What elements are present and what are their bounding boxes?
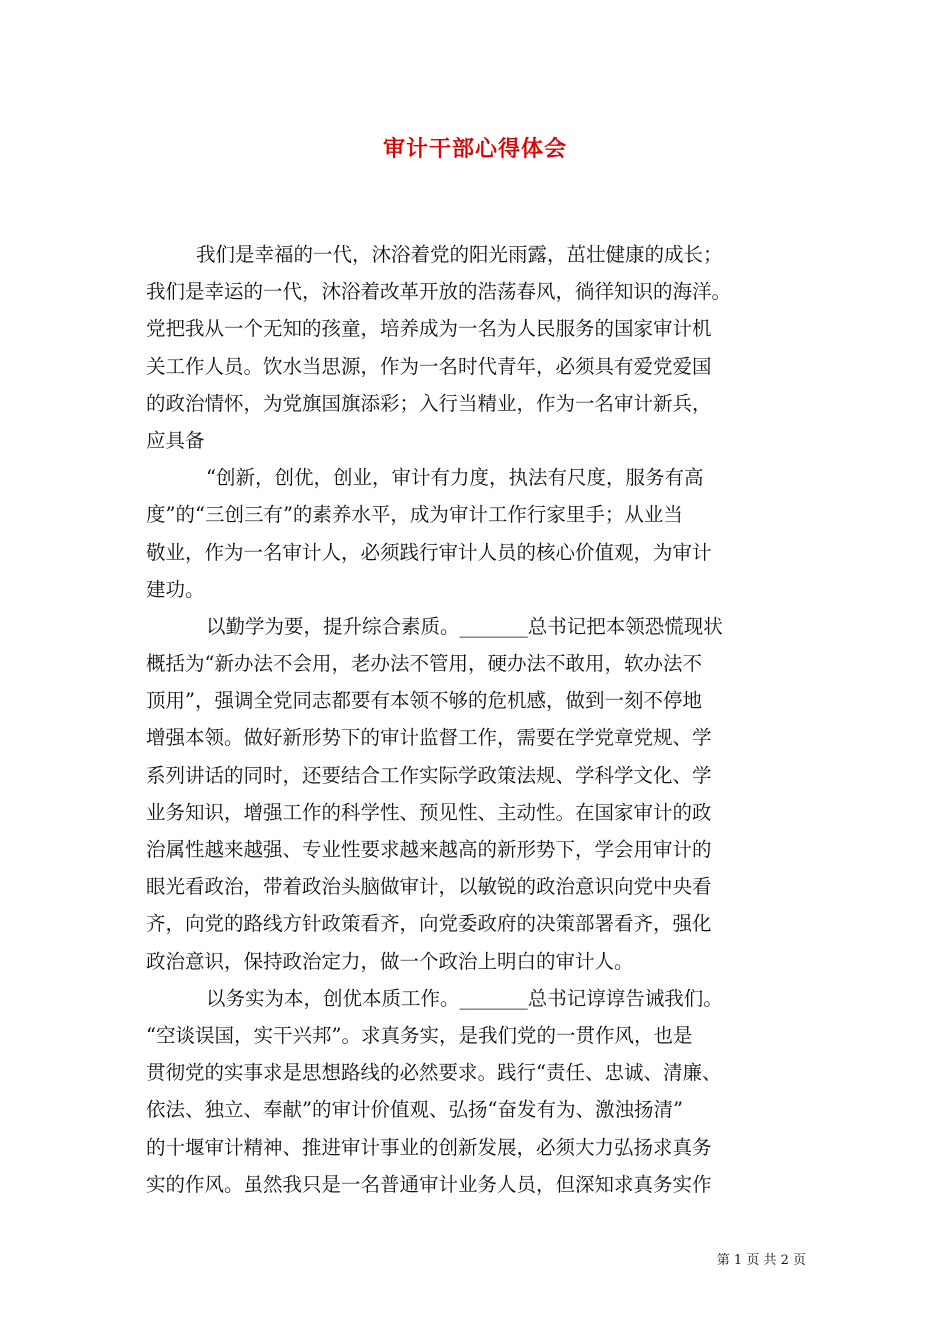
body-line: “空谈误国，实干兴邦”。求真务实，是我们党的一贯作风，也是	[146, 1023, 693, 1047]
body-line: 贯彻党的实事求是思想路线的必然要求。践行“责任、忠诚、清廉、	[146, 1061, 722, 1085]
body-line: 我们是幸运的一代，沐浴着改革开放的浩荡春风，徜徉知识的海洋。	[146, 280, 732, 304]
page-number: 第 1 页 共 2 页	[716, 1253, 806, 1268]
body-line: 政治意识，保持政治定力，做一个政治上明白的审计人。	[146, 949, 634, 973]
body-line: 治属性越来越强、专业性要求越来越高的新形势下，学会用审计的	[146, 838, 712, 861]
body-line: 的政治情怀，为党旗国旗添彩；入行当精业，作为一名审计新兵，	[146, 391, 712, 415]
body-line: 系列讲话的同时，还要结合工作实际学政策法规、学科学文化、学	[146, 763, 712, 787]
body-line: 业务知识，增强工作的科学性、预见性、主动性。在国家审计的政	[146, 800, 712, 824]
body-line: 齐，向党的路线方针政策看齐，向党委政府的决策部署看齐，强化	[146, 912, 712, 936]
body-line: 敬业，作为一名审计人，必须践行审计人员的核心价值观，为审计	[146, 540, 712, 564]
document-body	[146, 236, 816, 1203]
body-line: 关工作人员。饮水当思源，作为一名时代青年，必须具有爱党爱国	[146, 354, 712, 378]
body-line: 顶用”，强调全党同志都要有本领不够的危机感，做到一刻不停地	[146, 689, 702, 713]
body-line: 度”的“三创三有”的素养水平，成为审计工作行家里手；从业当	[146, 503, 683, 527]
body-line: 概括为“新办法不会用，老办法不管用，硬办法不敢用，软办法不	[146, 652, 702, 676]
body-line: “创新，创优，创业，审计有力度，执法有尺度，服务有高	[206, 466, 704, 490]
body-line: 以勤学为要，提升综合素质。_______总书记把本领恐慌现状	[206, 614, 723, 638]
document-title: 审计干部心得体会	[382, 136, 567, 162]
body-line: 实的作风。虽然我只是一名普通审计业务人员，但深知求真务实作	[146, 1172, 712, 1196]
body-line: 的十堰审计精神、推进审计事业的创新发展，必须大力弘扬求真务	[146, 1135, 712, 1159]
body-line: 增强本领。做好新形势下的审计监督工作，需要在学党章党规、学	[146, 726, 712, 750]
body-line: 眼光看政治，带着政治头脑做审计，以敏锐的政治意识向党中央看	[146, 875, 712, 899]
body-line: 建功。	[146, 577, 205, 601]
body-line: 以务实为本，创优本质工作。_______总书记谆谆告诫我们。	[206, 986, 723, 1010]
body-line: 我们是幸福的一代，沐浴着党的阳光雨露，茁壮健康的成长；	[196, 243, 723, 266]
body-line: 应具备	[146, 428, 205, 452]
body-line: 依法、独立、奉献”的审计价值观、弘扬“奋发有为、激浊扬清”	[146, 1098, 683, 1122]
body-line: 党把我从一个无知的孩童，培养成为一名为人民服务的国家审计机	[146, 317, 712, 341]
